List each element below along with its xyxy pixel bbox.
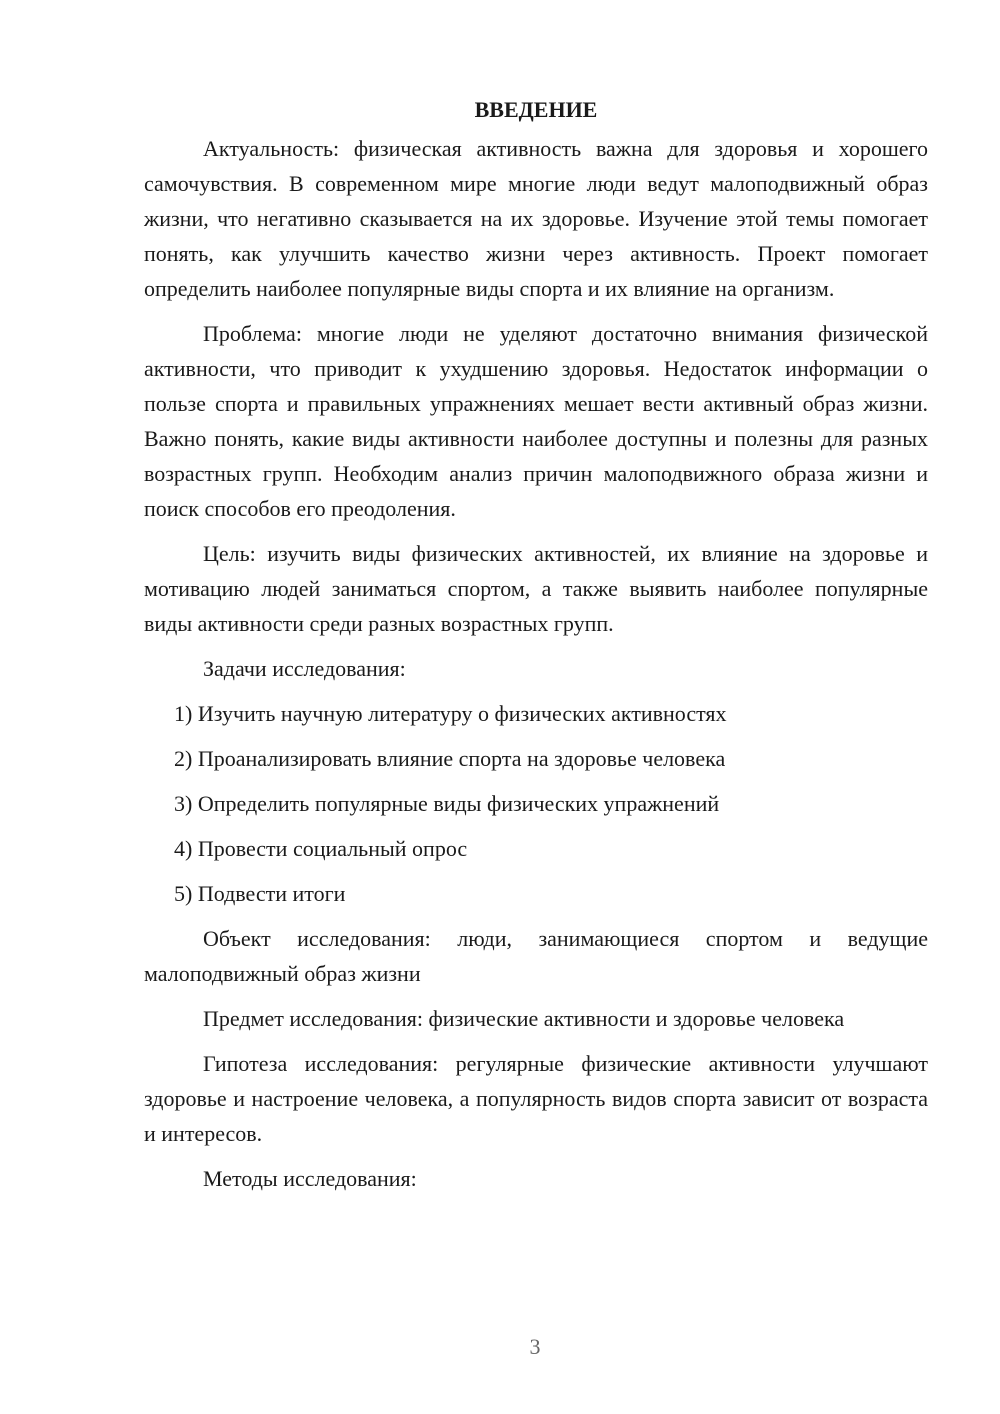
document-page — [144, 92, 928, 1206]
paragraph-subject: Предмет исследования: физические активности и здоровье человека — [203, 1006, 845, 1031]
list-item: 2) Проанализировать влияние спорта на здоровье человека — [174, 746, 726, 771]
paragraph-tasks-heading: Задачи исследования: — [203, 656, 406, 681]
list-item: 4) Провести социальный опрос — [174, 836, 468, 861]
paragraph-object: Объект исследования: люди, занимающиеся спортом и ведущие малоподвижный образ жизни — [144, 926, 928, 986]
list-item: 3) Определить популярные виды физических упражнений — [174, 791, 720, 816]
tasks-list — [144, 696, 928, 911]
section-title: ВВЕДЕНИЕ — [474, 97, 598, 122]
page-number: 3 — [529, 1334, 541, 1359]
paragraph-goal: Цель: изучить виды физических активностей, их влияние на здоровье и мотивацию людей заниматься спортом, а также выявить наиболее популярные виды активности среди разных возрастных групп. — [144, 541, 928, 636]
paragraph-relevance: Актуальность: физическая активность важна для здоровья и хорошего самочувствия. В современном мире многие люди ведут малоподвижный образ жизни, что негативно сказывается на их здоровье. Изучение этой темы помогает понять, как улучшить качество жизни через активность. Проект помогает определить наиболее популярные виды спорта и их влияние на организм. — [144, 136, 928, 301]
list-item: 5) Подвести итоги — [174, 881, 346, 906]
paragraph-hypothesis: Гипотеза исследования: регулярные физические активности улучшают здоровье и настроение человека, а популярность видов спорта зависит от возраста и интересов. — [144, 1051, 928, 1146]
paragraph-problem: Проблема: многие люди не уделяют достаточно внимания физической активности, что приводит к ухудшению здоровья. Недостаток информации о пользе спорта и правильных упражнениях мешает вести активный образ жизни. Важно понять, какие виды активности наиболее доступны и полезны для разных возрастных групп. Необходим анализ причин малоподвижного образа жизни и поиск способов его преодоления. — [144, 321, 928, 521]
paragraph-methods-heading: Методы исследования: — [203, 1166, 417, 1191]
list-item: 1) Изучить научную литературу о физических активностях — [174, 701, 727, 726]
